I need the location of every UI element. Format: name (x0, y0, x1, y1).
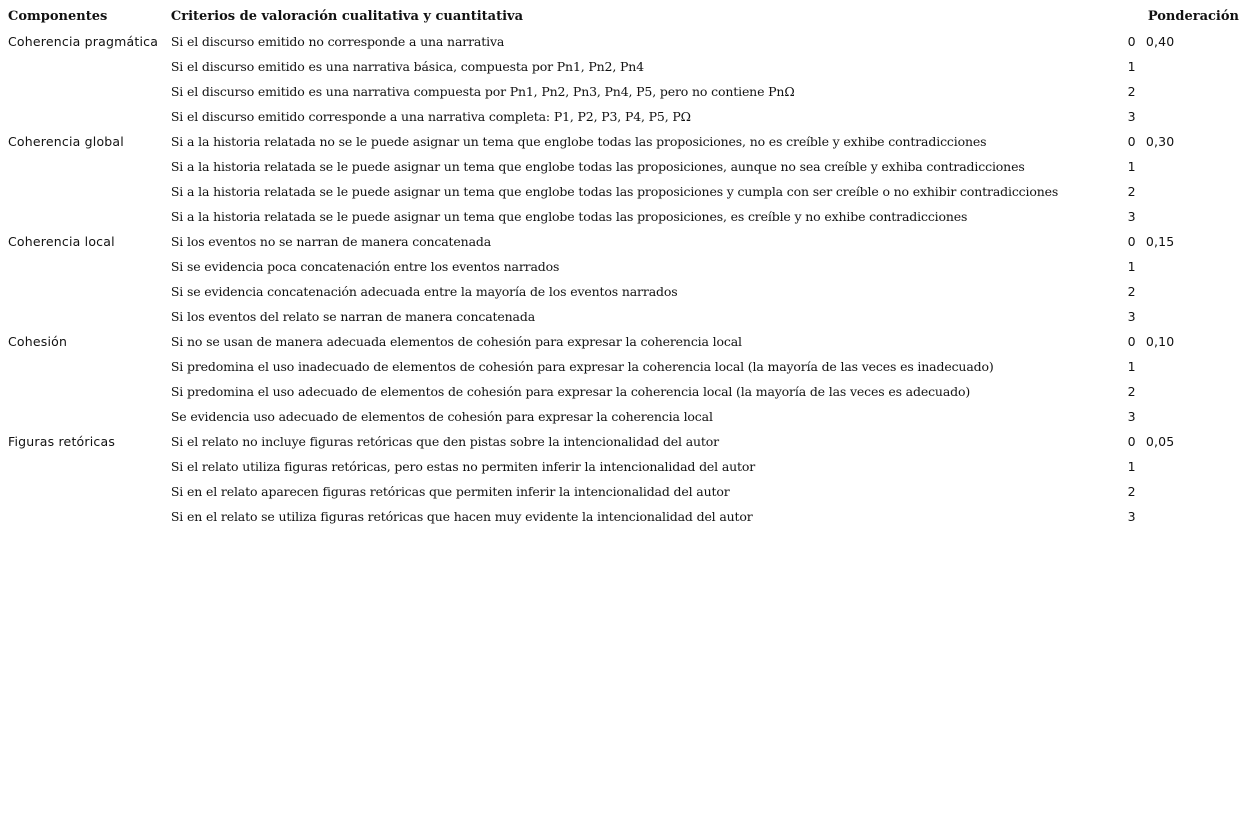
criterion-text: Si a la historia relatada se le puede asignar un tema que englobe todas las proposiciones, es creíble y no exhibe contradicciones (170, 209, 968, 224)
criterion-score: 2 (1127, 284, 1136, 299)
component-name-empty (4, 204, 167, 229)
header-score (1124, 5, 1140, 29)
criterion-text: Si el relato utiliza figuras retóricas, pero estas no permiten inferir la intencionalidad del autor (170, 459, 756, 474)
criterion-text: Si predomina el uso inadecuado de elementos de cohesión para expresar la coherencia local (la mayoría de las veces es inadecuado) (170, 359, 994, 374)
component-weight: 0,05 (1145, 434, 1175, 449)
criterion-text: Si el discurso emitido es una narrativa compuesta por Pn1, Pn2, Pn3, Pn4, P5, pero no contiene PnΩ (170, 84, 795, 99)
criterion-text: Si los eventos del relato se narran de manera concatenada (170, 309, 535, 324)
header-componentes: Componentes (8, 9, 108, 24)
table-row (4, 379, 1243, 404)
component-name: Cohesión (8, 334, 68, 349)
criterion-score: 0 (1127, 234, 1136, 249)
component-name-empty (4, 179, 167, 204)
component-weight-empty (1140, 104, 1243, 129)
criterion-text: Se evidencia uso adecuado de elementos de cohesión para expresar la coherencia local (170, 409, 713, 424)
criterion-score: 2 (1127, 84, 1136, 99)
component-name-empty (4, 504, 167, 529)
criterion-text: Si a la historia relatada no se le puede asignar un tema que englobe todas las proposiciones, no es creíble y exhibe contradicciones (170, 134, 987, 149)
component-weight-empty (1140, 304, 1243, 329)
criterion-score: 1 (1127, 159, 1136, 174)
criterion-text: Si en el relato se utiliza figuras retóricas que hacen muy evidente la intencionalidad del autor (170, 509, 753, 524)
criterion-text: Si a la historia relatada se le puede asignar un tema que englobe todas las proposiciones, aunque no sea creíble y exhiba contradicciones (170, 159, 1025, 174)
criterion-text: Si los eventos no se narran de manera concatenada (170, 234, 492, 249)
criterion-text: Si el discurso emitido corresponde a una narrativa completa: P1, P2, P3, P4, P5, PΩ (170, 109, 691, 124)
component-weight-empty (1140, 254, 1243, 279)
table-row (4, 29, 1243, 54)
criterion-score: 3 (1127, 409, 1136, 424)
criterion-text: Si predomina el uso adecuado de elementos de cohesión para expresar la coherencia local (la mayoría de las veces es adecuado) (170, 384, 971, 399)
component-weight-empty (1140, 504, 1243, 529)
table-row (4, 54, 1243, 79)
component-name-empty (4, 404, 167, 429)
table-row (4, 204, 1243, 229)
component-weight-empty (1140, 479, 1243, 504)
criterion-text: Si se evidencia concatenación adecuada entre la mayoría de los eventos narrados (170, 284, 678, 299)
table-row (4, 354, 1243, 379)
criterion-text: Si se evidencia poca concatenación entre los eventos narrados (170, 259, 560, 274)
table-row (4, 104, 1243, 129)
criterion-text: Si a la historia relatada se le puede asignar un tema que englobe todas las proposiciones y cumpla con ser creíble o no exhibir contradicciones (170, 184, 1059, 199)
criterion-score: 1 (1127, 259, 1136, 274)
table-row (4, 404, 1243, 429)
table-row (4, 179, 1243, 204)
criterion-score: 0 (1127, 34, 1136, 49)
component-weight: 0,10 (1145, 334, 1175, 349)
component-name-empty (4, 304, 167, 329)
table-row (4, 129, 1243, 154)
component-name-empty (4, 279, 167, 304)
criterion-score: 1 (1127, 59, 1136, 74)
table-row (4, 79, 1243, 104)
table-row (4, 429, 1243, 454)
criterion-score: 0 (1127, 134, 1136, 149)
criterion-text: Si el discurso emitido es una narrativa básica, compuesta por Pn1, Pn2, Pn4 (170, 59, 644, 74)
component-name: Coherencia global (8, 134, 124, 149)
criterion-score: 0 (1127, 334, 1136, 349)
component-weight-empty (1140, 179, 1243, 204)
header-row (4, 5, 1243, 29)
criterion-score: 1 (1127, 459, 1136, 474)
criterion-score: 0 (1127, 434, 1136, 449)
component-name-empty (4, 454, 167, 479)
table-row (4, 304, 1243, 329)
header-ponderacion: Ponderación (1147, 9, 1239, 24)
criterion-score: 3 (1127, 109, 1136, 124)
component-name-empty (4, 479, 167, 504)
table-row (4, 229, 1243, 254)
component-weight-empty (1140, 204, 1243, 229)
criterion-score: 2 (1127, 184, 1136, 199)
component-name-empty (4, 79, 167, 104)
component-weight: 0,40 (1145, 34, 1175, 49)
table-row (4, 329, 1243, 354)
component-weight-empty (1140, 154, 1243, 179)
component-name-empty (4, 254, 167, 279)
component-weight-empty (1140, 354, 1243, 379)
component-name-empty (4, 379, 167, 404)
criterion-text: Si no se usan de manera adecuada elementos de cohesión para expresar la coherencia local (170, 334, 742, 349)
criterion-score: 2 (1127, 384, 1136, 399)
table-row (4, 479, 1243, 504)
component-name-empty (4, 104, 167, 129)
criterion-score: 1 (1127, 359, 1136, 374)
component-weight-empty (1140, 279, 1243, 304)
header-criterios: Criterios de valoración cualitativa y cuantitativa (170, 9, 524, 24)
criterion-score: 3 (1127, 209, 1136, 224)
component-weight-empty (1140, 454, 1243, 479)
criterion-text: Si el relato no incluye figuras retóricas que den pistas sobre la intencionalidad del autor (170, 434, 720, 449)
component-name: Coherencia pragmática (8, 34, 159, 49)
component-name-empty (4, 154, 167, 179)
component-weight: 0,15 (1145, 234, 1175, 249)
component-name: Figuras retóricas (8, 434, 116, 449)
criterion-text: Si el discurso emitido no corresponde a una narrativa (170, 34, 505, 49)
component-weight-empty (1140, 79, 1243, 104)
component-weight-empty (1140, 404, 1243, 429)
component-weight-empty (1140, 54, 1243, 79)
table-row (4, 154, 1243, 179)
table-row (4, 254, 1243, 279)
component-weight: 0,30 (1145, 134, 1175, 149)
rubric-table (4, 5, 1243, 529)
criterion-score: 2 (1127, 484, 1136, 499)
component-name-empty (4, 354, 167, 379)
criterion-score: 3 (1127, 509, 1136, 524)
table-row (4, 454, 1243, 479)
component-weight-empty (1140, 379, 1243, 404)
component-name-empty (4, 54, 167, 79)
table-row (4, 504, 1243, 529)
table-row (4, 279, 1243, 304)
criterion-text: Si en el relato aparecen figuras retóricas que permiten inferir la intencionalidad del autor (170, 484, 730, 499)
criterion-score: 3 (1127, 309, 1136, 324)
component-name: Coherencia local (8, 234, 115, 249)
